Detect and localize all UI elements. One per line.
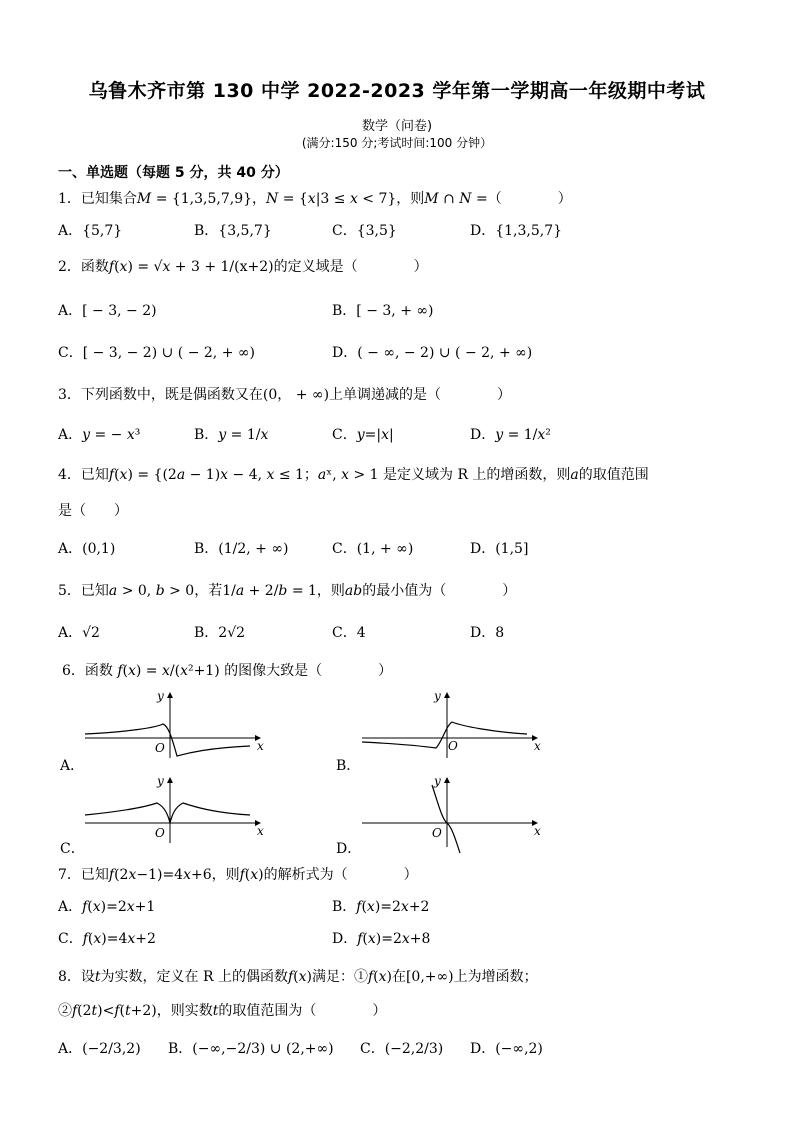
graph-b-y-label: y <box>434 689 441 703</box>
graph-b-curve <box>362 722 527 748</box>
graph-d-y-label: y <box>434 774 441 788</box>
question-4-stem: 4．已知𝑓(𝑥) = {(2𝑎 − 1)𝑥 − 4, 𝑥 ≤ 1；𝑎ˣ, 𝑥 > 1 是定义域为 R 上的增函数，则𝑎的取值范围 <box>58 467 649 483</box>
q3-option-d: D．𝑦 = 1/𝑥² <box>470 427 551 443</box>
q8-option-c: C．(−2,2/3) <box>360 1041 444 1057</box>
question-4-stem-cont: 是（ ） <box>58 503 128 519</box>
question-8-stem: 8．设𝑡为实数，定义在 R 上的偶函数𝑓(𝑥)满足：①𝑓(𝑥)在[0,+∞)上为增函数； <box>58 969 538 985</box>
question-3-stem: 3．下列函数中，既是偶函数又在(0， + ∞)上单调递减的是（ ） <box>58 387 512 403</box>
q5-option-a: A．√2 <box>58 625 100 641</box>
graph-d-origin-label: O <box>432 826 442 840</box>
q4-option-d: D．(1,5] <box>470 541 529 557</box>
q4-option-c: C．(1, + ∞) <box>332 541 414 557</box>
q5-option-b: B．2√2 <box>194 625 246 641</box>
q3-option-b: B．𝑦 = 1/𝑥 <box>194 427 269 443</box>
q4-option-a: A．(0,1) <box>58 541 116 557</box>
question-7-stem: 7．已知𝑓(2𝑥−1)=4𝑥+6，则𝑓(𝑥)的解析式为（ ） <box>58 867 418 883</box>
q3-option-c: C．𝑦=|𝑥| <box>332 427 394 443</box>
exam-subtitle: 数学（问卷) <box>361 119 433 134</box>
q2-option-c: C．[ − 3, − 2) ∪ ( − 2, + ∞) <box>58 345 255 361</box>
graph-c-origin-label: O <box>155 826 165 840</box>
q1-option-a: A．{5,7} <box>58 223 123 239</box>
question-2-stem: 2．函数𝑓(𝑥) = √𝑥 + 3 + 1/(x+2)的定义域是（ ） <box>58 259 428 275</box>
q2-option-b: B．[ − 3, + ∞) <box>332 303 434 319</box>
graph-b <box>362 690 542 760</box>
graph-a-curve <box>85 724 250 756</box>
q5-option-c: C．4 <box>332 625 366 641</box>
graph-c <box>85 775 265 845</box>
q1-option-c: C．{3,5} <box>332 223 397 239</box>
q7-option-c: C．𝑓(𝑥)=4𝑥+2 <box>58 931 156 947</box>
graph-d <box>362 775 542 855</box>
q2-option-d: D．( − ∞, − 2) ∪ ( − 2, + ∞) <box>332 345 533 361</box>
q6-option-a: A． <box>60 758 85 774</box>
q7-option-d: D．𝑓(𝑥)=2𝑥+8 <box>332 931 431 947</box>
q4-option-b: B．(1/2, + ∞) <box>194 541 289 557</box>
q6-option-b: B． <box>336 758 361 774</box>
q8-option-d: D．(−∞,2) <box>470 1041 543 1057</box>
q3-option-a: A．𝑦 = − 𝑥³ <box>58 427 141 443</box>
graph-c-curve <box>85 803 250 823</box>
graph-a-y-label: y <box>157 689 164 703</box>
exam-title: 乌鲁木齐市第 130 中学 2022-2023 学年第一学期高一年级期中考试 <box>88 80 706 102</box>
question-5-stem: 5．已知𝑎 > 0, 𝑏 > 0，若1/𝑎 + 2/𝑏 = 1，则𝑎𝑏的最小值为（ ） <box>58 583 517 599</box>
q8-option-b: B．(−∞,−2/3) ∪ (2,+∞) <box>168 1041 334 1057</box>
graph-d-x-label: x <box>534 824 541 838</box>
q5-option-d: D．8 <box>470 625 505 641</box>
graph-a-x-label: x <box>257 739 264 753</box>
q2-option-a: A．[ − 3, − 2) <box>58 303 157 319</box>
q1-option-b: B．{3,5,7} <box>194 223 272 239</box>
graph-a <box>85 690 265 760</box>
graph-b-origin-label: O <box>448 739 458 753</box>
q6-option-c: C． <box>60 841 85 857</box>
q8-option-a: A．(−2/3,2) <box>58 1041 141 1057</box>
exam-info: (满分:150 分;考试时间:100 分钟） <box>301 136 493 150</box>
section-heading: 一、单选题（每题 5 分，共 40 分） <box>58 165 289 181</box>
graph-d-curve <box>432 785 460 853</box>
q6-option-d: D． <box>336 841 362 857</box>
question-6-stem: 6．函数 𝑓(𝑥) = 𝑥/(𝑥²+1) 的图像大致是（ ） <box>62 663 393 679</box>
question-1-stem: 1．已知集合𝑀 = {1,3,5,7,9}，𝑁 = {𝑥|3 ≤ 𝑥 < 7}，则𝑀 ∩ 𝑁 =（ ） <box>58 191 572 207</box>
q1-option-d: D．{1,3,5,7} <box>470 223 563 239</box>
q7-option-b: B．𝑓(𝑥)=2𝑥+2 <box>332 899 430 915</box>
graph-b-x-label: x <box>534 739 541 753</box>
q7-option-a: A．𝑓(𝑥)=2𝑥+1 <box>58 899 156 915</box>
graph-c-y-label: y <box>157 774 164 788</box>
graph-c-x-label: x <box>257 824 264 838</box>
question-8-stem-cont: ②𝑓(2𝑡)<𝑓(𝑡+2)，则实数𝑡的取值范围为（ ） <box>58 1003 387 1019</box>
graph-a-origin-label: O <box>155 741 165 755</box>
